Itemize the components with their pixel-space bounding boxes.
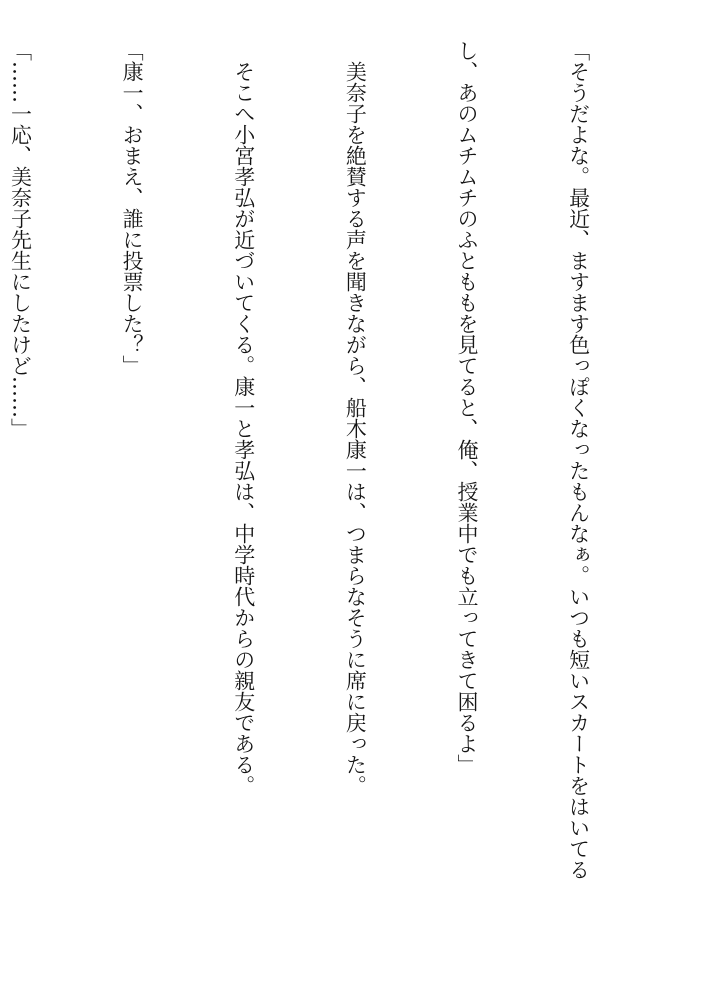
text-line: し、あのムチムチのふとももを見てると、俺、授業中でも立ってきて困るよ」 [454,40,479,775]
text-line: 「康一、おまえ、誰に投票した？」 [120,40,145,376]
text-line: 美奈子を絶賛する声を聞きながら、船木康一は、つまらなそうに席に戻った。 [343,40,368,796]
vertical-text-block [0,40,671,970]
text-line: そこへ小宮孝弘が近づいてくる。康一と孝弘は、中学時代からの親友である。 [231,40,256,796]
text-line: 「……一応、美奈子先生にしたけど……」 [8,40,33,439]
text-line: 「そうだよな。最近、ますます色っぽくなったもんなぁ。いつも短いスカートをはいてる [566,40,591,880]
